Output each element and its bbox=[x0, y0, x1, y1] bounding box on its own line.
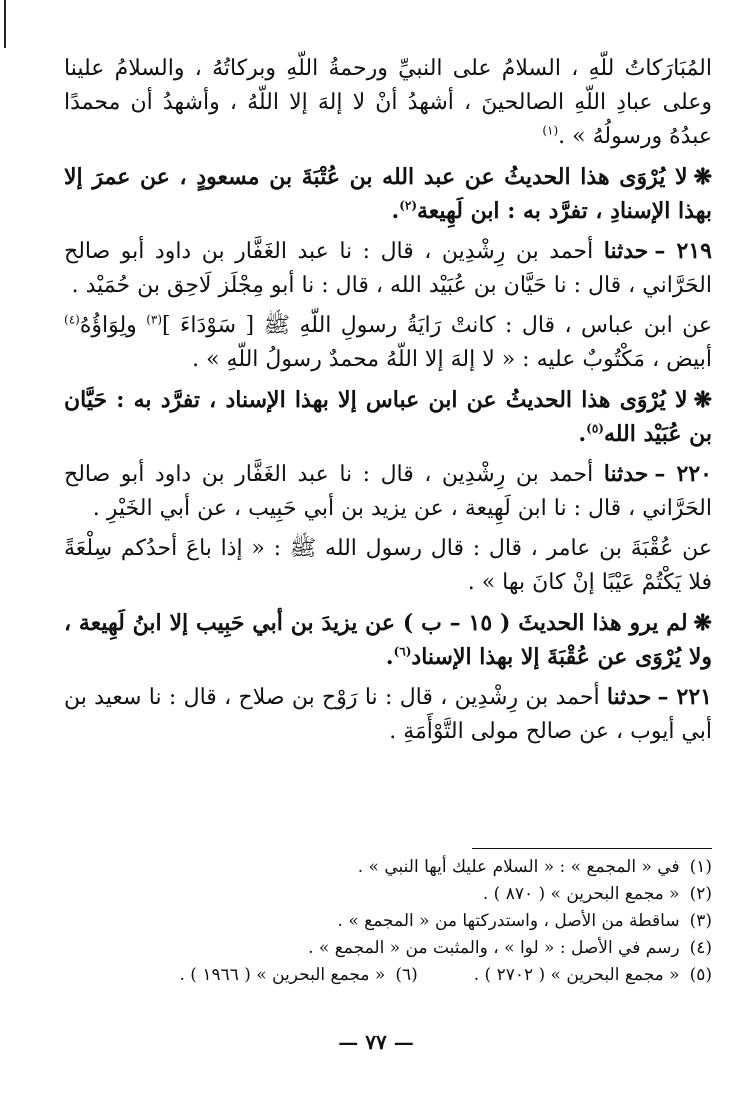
matn-219 bbox=[64, 309, 712, 377]
footnote-text: ساقطة من الأصل ، واستدركتها من « المجمع » . bbox=[337, 911, 680, 931]
footnote-number: (٦) bbox=[395, 965, 418, 985]
note-text: لا يُرْوَى هذا الحديثُ عن ابن عباس إلا بهذا الإسناد ، تفرَّد به : حَيَّان بن عُبَيْد الله bbox=[64, 387, 712, 447]
note-text: لا يُرْوَى هذا الحديثُ عن عبد الله بن عُتْبَةَ بن مسعودٍ ، عن عمرَ إلا بهذا الإسنادِ ، تفرَّد به : ابن لَهِيعة bbox=[64, 164, 712, 224]
editor-note: ❋لا يُرْوَى هذا الحديثُ عن ابن عباس إلا بهذا الإسناد ، تفرَّد به : حَيَّان بن عُبَيْد الله$^{(٥)}$. bbox=[64, 387, 712, 447]
footnote-text: « مجمع البحرين » ( ٨٧٠ ) . bbox=[482, 884, 680, 904]
footnote-ref: (٤) bbox=[64, 312, 80, 327]
matn-text: عن ابن عباس ، قال : كانتْ رَايَةُ رسولِ اللّهِ ﷺ [ سَوْدَاءَ ] bbox=[162, 313, 712, 338]
footnote-ref: (٥) bbox=[586, 421, 604, 436]
matn-text: عن عُقْبَةَ بن عامر ، قال : قال رسول الله ﷺ : « إذا باعَ أحدُكم سِلْعَةً فلا يَكْتُمْ عَيْبًا إنْ كانَ بها » . bbox=[64, 536, 712, 595]
footnotes bbox=[52, 854, 712, 989]
footnote-ref: (٢) bbox=[399, 198, 418, 213]
footnote-ref: (٣) bbox=[146, 312, 163, 327]
editor-note: ❋لا يُرْوَى هذا الحديثُ عن عبد الله بن عُتْبَةَ بن مسعودٍ ، عن عمرَ إلا بهذا الإسنادِ ، تفرَّد به : ابن لَهِيعة$^{(٢)}$. bbox=[64, 164, 712, 224]
footnote-number: (٢) bbox=[689, 884, 712, 904]
matn-text: أبيض ، مَكْتُوبٌ عليه : « لا إلهَ إلا اللّهُ محمدٌ رسولُ اللّهِ » . bbox=[192, 347, 712, 372]
hadith-lead: حدثنا bbox=[603, 461, 649, 487]
note-text: لم يرو هذا الحديثَ ( ١٥ – ب ) عن يزيدَ بن أبي حَبِيب إلا ابنُ لَهِيعة ، ولا يُرْوَى عن عُقْبَةَ إلا بهذا الإسناد bbox=[64, 610, 712, 670]
hadith-lead: حدثنا bbox=[606, 684, 652, 710]
footnote-number: (١) bbox=[689, 857, 712, 877]
hadith-text-continuation bbox=[64, 52, 712, 154]
footnote-divider bbox=[472, 848, 712, 849]
hadith-220 bbox=[64, 457, 712, 526]
footnote-number: (٥) bbox=[689, 965, 712, 985]
footnote-number: (٤) bbox=[689, 938, 712, 958]
hadith-219 bbox=[64, 234, 712, 303]
footnote-item bbox=[52, 908, 712, 935]
hadith-number: ٢٢١ – bbox=[657, 684, 712, 710]
footnote-item bbox=[52, 962, 712, 989]
footnote-text: في « المجمع » : « السلام عليك أيها النبي » . bbox=[357, 857, 680, 877]
asterisk-icon: ❋ bbox=[693, 387, 712, 413]
hadith-number: ٢١٩ – bbox=[654, 238, 712, 264]
asterisk-icon: ❋ bbox=[693, 610, 712, 636]
isnad-text: أحمد بن رِشْدِين ، قال : نا عبد الغَفَّار بن داود أبو صالح الحَرَّاني ، قال : نا حَيَّان بن عُبَيْد الله ، قال : نا أبو مِجْلَز لَاحِق بن حُمَيْد . bbox=[64, 239, 712, 298]
footnote-item bbox=[52, 854, 712, 881]
footnote-number: (٣) bbox=[689, 911, 712, 931]
footnote-item bbox=[52, 881, 712, 908]
asterisk-icon: ❋ bbox=[693, 164, 712, 190]
page-edge-line bbox=[4, 0, 6, 48]
paragraph-text: المُبَارَكاتُ للّهِ ، السلامُ على النبيِّ ورحمةُ اللّهِ وبركاتُهُ ، والسلامُ علينا وعلى عبادِ اللّهِ الصالحينَ ، أشهدُ أنْ لا إلهَ إلا اللّهُ ، وأشهدُ أن محمدًا عبدُهُ ورسولُهُ » . bbox=[64, 56, 712, 149]
footnote-text: « مجمع البحرين » ( ٢٧٠٢ ) . bbox=[473, 965, 680, 985]
isnad-text: أحمد بن رِشْدِين ، قال : نا رَوْح بن صلاح ، قال : نا سعيد بن أبي أيوب ، عن صالح مولى التَّوْأَمَةِ . bbox=[64, 685, 712, 744]
page-number: — ٧٧ — bbox=[338, 1030, 414, 1054]
isnad-text: أحمد بن رِشْدِين ، قال : نا عبد الغَفَّار بن داود أبو صالح الحَرَّاني ، قال : نا ابن لَهِيعة ، عن يزيد بن أبي حَبِيب ، عن أبي الخَيْرِ . bbox=[64, 462, 712, 521]
footnote-item bbox=[52, 935, 712, 962]
footnote-text: « مجمع البحرين » ( ١٩٦٦ ) . bbox=[179, 965, 386, 985]
hadith-number: ٢٢٠ – bbox=[654, 461, 712, 487]
footnote-ref: (٦) bbox=[393, 644, 412, 659]
hadith-221 bbox=[64, 680, 712, 749]
editor-note: ❋لم يرو هذا الحديثَ ( ١٥ – ب ) عن يزيدَ بن أبي حَبِيب إلا ابنُ لَهِيعة ، ولا يُرْوَى عن عُقْبَةَ إلا بهذا الإسناد$^{(٦)}$. bbox=[64, 610, 712, 670]
matn-text: ولِوَاؤُهُ bbox=[79, 313, 137, 338]
footnote-text: رسم في الأصل : « لوا » ، والمثبت من « المجمع » . bbox=[308, 938, 680, 958]
matn-220 bbox=[64, 532, 712, 600]
hadith-lead: حدثنا bbox=[603, 238, 649, 264]
page-body bbox=[64, 52, 712, 755]
footnote-ref: (١) bbox=[542, 123, 559, 138]
